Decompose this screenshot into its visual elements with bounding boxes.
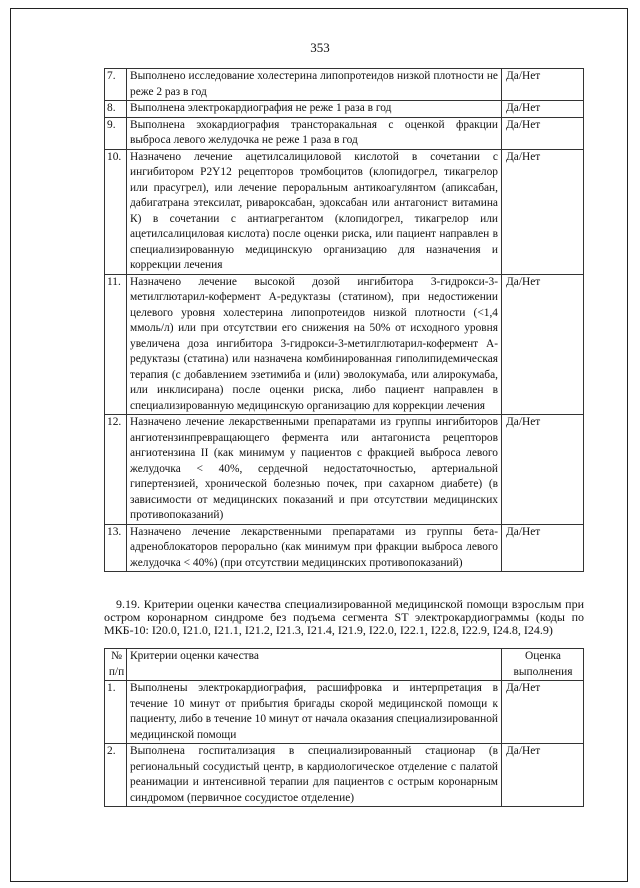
evaluation-value: Да/Нет	[502, 274, 584, 415]
table-row	[105, 524, 584, 572]
criterion-text: Выполнена эхокардиография трансторакальная с оценкой фракции выброса левого желудочка не реже 1 раза в год	[127, 117, 502, 149]
criteria-table-continued	[104, 68, 584, 572]
criterion-text: Выполнена госпитализация в специализированный стационар (в региональный сосудистый центр, в кардиологическое отделение с палатой реанимации и интенсивной терапии для пациентов с острым коронарным синдромом (первичное сосудистое отделение)	[127, 744, 502, 807]
header-number: № п/п	[105, 649, 127, 681]
page-number: 353	[310, 40, 330, 55]
row-number: 11.	[105, 274, 127, 415]
row-number: 13.	[105, 524, 127, 572]
table-row	[105, 744, 584, 807]
row-number: 8.	[105, 101, 127, 118]
section-heading	[104, 598, 584, 637]
row-number: 1.	[105, 681, 127, 744]
evaluation-value: Да/Нет	[502, 415, 584, 525]
evaluation-value: Да/Нет	[502, 117, 584, 149]
criterion-text: Выполнено исследование холестерина липопротеидов низкой плотности не реже 2 раз в год	[127, 69, 502, 101]
row-number: 7.	[105, 69, 127, 101]
row-number: 2.	[105, 744, 127, 807]
evaluation-value: Да/Нет	[502, 744, 584, 807]
section-heading-text: 9.19. Критерии оценки качества специализированной медицинской помощи взрослым при остром коронарном синдроме без подъема сегмента ST электрокардиограммы (коды по МКБ-10: I20.0, I21.0, I21.1, I21.2, I21.3, I21.4, I21.9, I22.0, I22.1, I22.8, I22.9, I24.8, I24.9)	[104, 597, 584, 637]
table-row	[105, 69, 584, 101]
table-row	[105, 149, 584, 274]
header-criteria: Критерии оценки качества	[127, 649, 502, 681]
evaluation-value: Да/Нет	[502, 101, 584, 118]
table-row	[105, 274, 584, 415]
header-evaluation: Оценка выполнения	[502, 649, 584, 681]
criterion-text: Назначено лечение лекарственными препаратами из группы ингибиторов ангиотензинпревращающего фермента или антагониста рецепторов ангиотензина II (как минимум у пациентов с фракцией выброса левого желудочка < 40%, сердечной недостаточностью, артериальной гипертензией, хронической болезнью почек, при сахарном диабете) (в зависимости от медицинских показаний и при отсутствии медицинских противопоказаний)	[127, 415, 502, 525]
criterion-text: Назначено лечение высокой дозой ингибитора 3-гидрокси-3-метилглютарил-кофермент А-редуктазы (статином), при недостижении целевого уровня холестерина липопротеидов низкой плотности (<1,4 ммоль/л) или при отсутствии его снижения на 50% от исходного уровня увеличена доза ингибитора 3-гидрокси-3-метилглютарил-кофермент А-редуктазы (статина) или назначена комбинированная гиполипидемическая терапия (с добавлением эзетимиба и (или) эволокумаба, или алирокумаба, или инклисирана) после оценки риска, либо пациент направлен в специализированную медицинскую организацию для коррекции лечения	[127, 274, 502, 415]
evaluation-value: Да/Нет	[502, 524, 584, 572]
row-number: 12.	[105, 415, 127, 525]
criterion-text: Выполнены электрокардиография, расшифровка и интерпретация в течение 10 минут от прибытия бригады скорой медицинской помощи к пациенту, либо в течение 10 минут от начала оказания специализированной медицинской помощи	[127, 681, 502, 744]
row-number: 10.	[105, 149, 127, 274]
row-number: 9.	[105, 117, 127, 149]
quality-criteria-table	[104, 648, 584, 807]
criterion-text: Назначено лечение ацетилсалициловой кислотой в сочетании с ингибитором P2Y12 рецепторов тромбоцитов (клопидогрел, тикагрелор или прасугрел), или лечение пероральным антикоагулянтом (апиксабан, дабигатрана этексилат, ривароксабан, эдоксабан или антагонист витамина К) в сочетании с антиагрегантом (клопидогрел, тикагрелор или ацетилсалициловая кислота) после оценки риска, или пациент направлен в специализированную медицинскую организацию для назначения и коррекции лечения	[127, 149, 502, 274]
table-row	[105, 415, 584, 525]
evaluation-value: Да/Нет	[502, 149, 584, 274]
table-row	[105, 681, 584, 744]
table-row	[105, 101, 584, 118]
criterion-text: Выполнена электрокардиография не реже 1 раза в год	[127, 101, 502, 118]
evaluation-value: Да/Нет	[502, 681, 584, 744]
evaluation-value: Да/Нет	[502, 69, 584, 101]
table-header-row	[105, 649, 584, 681]
table-row	[105, 117, 584, 149]
criterion-text: Назначено лечение лекарственными препаратами из группы бета-адреноблокаторов перорально (как минимум при фракции выброса левого желудочка < 40%) (при отсутствии медицинских противопоказаний)	[127, 524, 502, 572]
